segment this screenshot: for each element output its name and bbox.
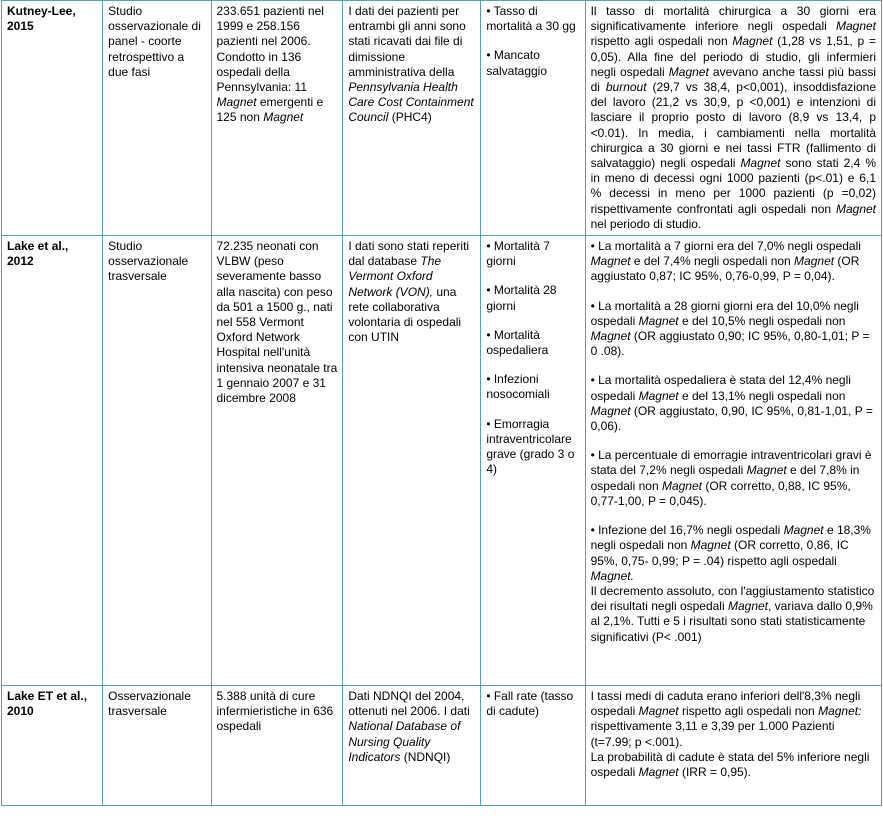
italic-text: Magnet. (590, 568, 634, 583)
italic-text: Magnet (216, 95, 257, 110)
result-paragraph: • La mortalità ospedaliera è stata del 12,4% negli ospedali Magnet e del 13,1% negli ospedali non Magnet (OR aggiustato, 0,90, IC 95%, 0,81-1,01, P = 0,06). (590, 373, 873, 434)
outcomes-cell (481, 1, 585, 236)
result-paragraph: • La mortalità a 7 giorni era del 7,0% negli ospedali Magnet e del 7,4% negli ospedali non Magnet (OR aggiustato 0,87; IC 95%, 0,76-0,99, P = 0,04). (590, 239, 861, 284)
italic-text: Magnet (835, 19, 876, 34)
outcome-item: • Emorragia intraventricolare grave (grado 3 o 4) (486, 416, 575, 477)
author-cell: Lake ET et al., 2010 (2, 686, 103, 806)
italic-text: Magnet (638, 313, 679, 328)
outcomes-cell (481, 686, 585, 806)
outcome-item: • Mortalità 28 giorni (486, 283, 557, 313)
result-paragraph: • Infezione del 16,7% negli ospedali Magnet e 18,3% negli ospedali non Magnet (OR corretto, 0,86, IC 95%, 0,75- 0,99; P = .04) rispetto agli ospedali Magnet. Il decremento assoluto, con l'aggiustamento statistico dei risultati negli ospedali Magnet, variava dallo 0,9% al 2,1%. Tutti e 5 i risultati sono stati statisticamente significativi (P< .001) (590, 523, 875, 644)
italic-text: The Vermont Oxford Network (VON), (348, 254, 442, 299)
outcome-item: • Mortalità 7 giorni (486, 239, 550, 269)
result-paragraph: • La mortalità a 28 giorni giorni era del 10,0% negli ospedali Magnet e del 10,5% negli ospedali non Magnet (OR aggiustato 0,90; IC 95%, 0,80-1,01; P = 0 .08). (590, 298, 870, 359)
data-source-cell: Dati NDNQI del 2004, ottenuti nel 2006. I dati National Database of Nursing Quality Indicators (NDNQI) (343, 686, 481, 806)
italic-text: Magnet (794, 254, 835, 269)
result-paragraph: • La percentuale di emorragie intraventricolari gravi è stata del 7,2% negli ospedali Magnet e del 7,8% in ospedali non Magnet (OR corretto, 0,88, IC 95%, 0,77-1,00, P = 0,045). (590, 448, 872, 508)
studies-table (1, 0, 882, 806)
italic-text: burnout (605, 80, 647, 95)
results-cell (585, 1, 881, 236)
design-cell: Studio osservazionale di panel - coorte retrospettivo a due fasi (103, 1, 211, 236)
italic-text: Magnet (732, 34, 773, 49)
italic-text: Magnet (835, 201, 876, 216)
data-source-cell: I dati sono stati reperiti dal database The Vermont Oxford Network (VON), una rete collaborativa volontaria di ospedali con UTIN (343, 236, 481, 686)
data-source-cell: I dati dei pazienti per entrambi gli anni sono stati ricavati dai file di dimissione amministrativa della Pennsylvania Health Care Cost Containment Council (PHC4) (343, 1, 481, 236)
italic-text: Magnet (638, 388, 679, 403)
italic-text: Magnet (590, 403, 631, 418)
italic-text: Magnet (668, 64, 709, 79)
italic-text: Magnet (590, 254, 631, 269)
result-paragraph: Il tasso di mortalità chirurgica a 30 giorni era significativamente inferiore negli ospedali Magnet rispetto agli ospedali non Magnet (1,28 vs 1,51, p = 0,05). Alla fine del periodo di studio, gli infermieri negli ospedali Magnet avevano anche tassi più bassi di burnout (29,7 vs 38,4, p<0,001), insoddisfazione del lavoro (21,2 vs 30,9, p <0,001) e intenzioni di lasciare il proprio posto di lavoro (8,9 vs 13,4, p <0.01). In media, i cambiamenti nella mortalità chirurgica a 30 giorni e nei tassi FTR (fallimento di salvataggio) negli ospedali Magnet sono stati 2,4 % in meno di decessi ogni 1000 pazienti (p<.01) e 6,1 % decessi in meno per 1000 pazienti (p =0,02) rispettivamente confrontati agli ospedali non Magnet nel periodo di studio. (590, 4, 876, 231)
italic-text: Magnet (638, 704, 679, 719)
sample-cell: 233.651 pazienti nel 1999 e 258.156 pazienti nel 2006. Condotto in 136 ospedali della Pennsylvania: 11 Magnet emergenti e 125 non Magnet (211, 1, 343, 236)
italic-text: National Database of Nursing Quality Indicators (348, 719, 461, 764)
table-row (2, 236, 882, 686)
author-cell: Lake et al., 2012 (2, 236, 103, 686)
result-paragraph: I tassi medi di caduta erano inferiori dell'8,3% negli ospedali Magnet rispetto agli ospedali non Magnet: rispettivamente 3,11 e 3,39 per 1.000 Pazienti (t=7.99; p <.001). La probabilità di cadute è stata del 5% inferiore negli ospedali Magnet (IRR = 0,95). (590, 689, 870, 780)
outcome-item: • Mancato salvataggio (486, 48, 548, 78)
table-row (2, 686, 882, 806)
italic-text: Magnet: (818, 704, 862, 719)
italic-text: Magnet (638, 765, 679, 780)
outcome-item: • Infezioni nosocomiali (486, 372, 550, 402)
sample-cell: 72.235 neonati con VLBW (peso severamente basso alla nascita) con peso da 501 a 1500 g., nati nel 558 Vermont Oxford Network Hospital nell'unità intensiva neonatale tra 1 gennaio 2007 e 31 dicembre 2008 (211, 236, 343, 686)
outcome-item: • Mortalità ospedaliera (486, 327, 549, 358)
sample-cell: 5.388 unità di cure infermieristiche in 636 ospedali (211, 686, 343, 806)
results-cell (585, 686, 881, 806)
italic-text: Magnet (727, 599, 769, 614)
italic-text: Magnet (690, 538, 731, 553)
design-cell: Osservazionale trasversale (103, 686, 211, 806)
author-cell: Kutney-Lee, 2015 (2, 1, 103, 236)
table-row (2, 1, 882, 236)
italic-text: Magnet (661, 478, 702, 493)
italic-text: Magnet (783, 523, 824, 538)
outcome-item: • Tasso di mortalità a 30 gg (486, 4, 576, 34)
outcome-item: • Fall rate (tasso di cadute) (486, 689, 574, 719)
italic-text: Pennsylvania Health Care Cost Containment Council (348, 80, 474, 125)
italic-text: Magnet (263, 110, 304, 125)
italic-text: Magnet (590, 329, 631, 344)
italic-text: Magnet (746, 463, 787, 478)
design-cell: Studio osservazionale trasversale (103, 236, 211, 686)
outcomes-cell (481, 236, 585, 686)
results-cell (585, 236, 881, 686)
italic-text: Magnet (740, 156, 781, 171)
